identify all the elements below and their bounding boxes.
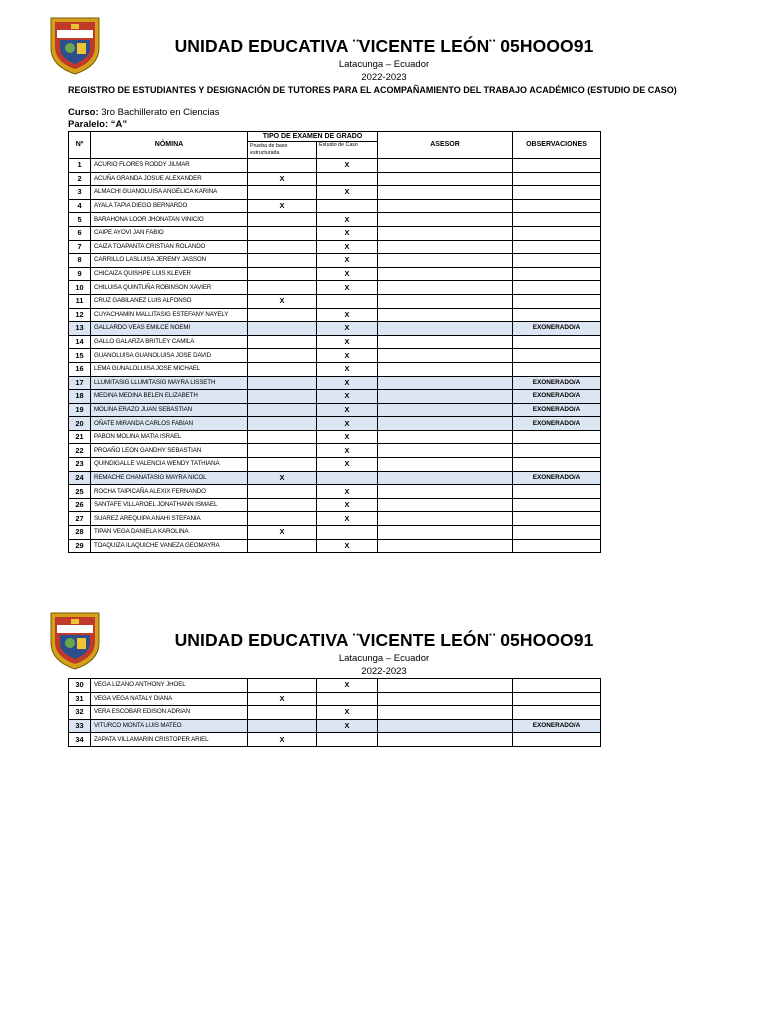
student-name: GUANOLUISA GUANOLUISA JOSE DAVID [91,349,248,363]
case-study-mark: X [317,186,378,200]
table-row [69,430,601,444]
table-row [69,254,601,268]
row-number: 20 [69,417,91,431]
observation-cell [513,430,601,444]
row-number: 26 [69,498,91,512]
student-name: ACURIO FLORES RODDY JILMAR [91,159,248,173]
row-number: 25 [69,485,91,499]
row-number: 2 [69,172,91,186]
table-row [69,692,601,706]
table-row [69,322,601,336]
school-name: UNIDAD EDUCATIVA ¨VICENTE LEÓN¨ 05HOOO91 [174,36,594,56]
structured-test-mark [248,390,317,404]
student-name: REMACHE CHANATASIG MAYRA NICOL [91,471,248,485]
row-number: 28 [69,526,91,540]
row-number: 11 [69,294,91,308]
observation-cell [513,444,601,458]
row-number: 9 [69,267,91,281]
structured-test-mark [248,376,317,390]
observation-cell [513,706,601,720]
row-number: 14 [69,335,91,349]
table-row [69,390,601,404]
case-study-mark [317,471,378,485]
case-study-mark: X [317,226,378,240]
table-row [69,159,601,173]
observation-cell: EXONERADO/A [513,376,601,390]
student-name: CHILUISA QUINTUÑA ROBINSON XAVIER [91,281,248,295]
table-row [69,719,601,733]
case-study-mark: X [317,159,378,173]
table-row [69,444,601,458]
advisor-cell [378,539,513,553]
observation-cell [513,308,601,322]
case-study-mark: X [317,213,378,227]
student-name: PROAÑO LEON GANDHY SEBASTIAN [91,444,248,458]
structured-test-mark [248,498,317,512]
case-study-mark: X [317,539,378,553]
observation-cell [513,281,601,295]
advisor-cell [378,376,513,390]
school-year: 2022-2023 [361,72,407,83]
structured-test-mark [248,430,317,444]
row-number: 10 [69,281,91,295]
student-name: VITURCO MONTA LUIS MATEO [91,719,248,733]
structured-test-mark [248,403,317,417]
observation-cell: EXONERADO/A [513,390,601,404]
advisor-cell [378,706,513,720]
students-table-continued [68,678,601,747]
student-name: QUINDIGALLE VALENCIA WENDY TATHIANA [91,458,248,472]
row-number: 17 [69,376,91,390]
case-study-mark: X [317,308,378,322]
student-name: GALLO GALARZA BRITLEY CAMILA [91,335,248,349]
parallel-line [68,119,127,130]
advisor-cell [378,498,513,512]
structured-test-mark [248,349,317,363]
student-name: LEMA GUNALOLUISA JOSE MICHAEL [91,362,248,376]
student-name: ROCHA TAIPICAÑA ALEXIX FERNANDO [91,485,248,499]
school-year: 2022-2023 [361,666,407,677]
advisor-cell [378,733,513,747]
observation-cell [513,679,601,693]
structured-test-mark [248,322,317,336]
student-name: GALLARDO VEAS EMILCE NOEMI [91,322,248,336]
row-number: 6 [69,226,91,240]
table-row [69,417,601,431]
advisor-cell [378,692,513,706]
student-name: TOAQUIZA ILAQUICHE VANEZA GEOMAYRA [91,539,248,553]
structured-test-mark [248,719,317,733]
structured-test-mark [248,267,317,281]
student-name: PABON MOLINA MATIA ISRAEL [91,430,248,444]
student-name: SANTAFE VILLAROEL JONATHANN ISMAEL [91,498,248,512]
table-row [69,733,601,747]
case-study-mark [317,172,378,186]
case-study-mark: X [317,679,378,693]
observation-cell: EXONERADO/A [513,471,601,485]
student-name: ALMACHI GUANOLUISA ANGÉLICA KARINA [91,186,248,200]
structured-test-mark [248,213,317,227]
case-study-mark [317,199,378,213]
student-name: MEDINA MEDINA BELEN ELIZABETH [91,390,248,404]
table-row [69,186,601,200]
structured-test-mark [248,226,317,240]
col-obs-header: OBSERVACIONES [513,132,601,159]
table-row [69,240,601,254]
student-name: ACUÑA GRANDA JOSUE ALEXANDER [91,172,248,186]
col-name-header: NÓMINA [91,132,248,159]
structured-test-mark [248,159,317,173]
case-study-mark: X [317,512,378,526]
advisor-cell [378,226,513,240]
structured-test-mark [248,240,317,254]
case-study-mark: X [317,719,378,733]
course-label: Curso: [68,107,99,118]
advisor-cell [378,294,513,308]
observation-cell [513,539,601,553]
case-study-mark: X [317,706,378,720]
advisor-cell [378,362,513,376]
case-study-mark: X [317,349,378,363]
structured-test-mark [248,308,317,322]
case-study-mark [317,526,378,540]
school-name: UNIDAD EDUCATIVA ¨VICENTE LEÓN¨ 05HOOO91 [174,630,594,650]
advisor-cell [378,281,513,295]
case-study-mark [317,692,378,706]
col-type-a-header: Prueba de base estructurada [248,142,317,159]
advisor-cell [378,390,513,404]
observation-cell [513,526,601,540]
observation-cell [513,294,601,308]
student-name: ZAPATA VILLAMARIN CRISTOPER ARIEL [91,733,248,747]
case-study-mark: X [317,335,378,349]
row-number: 3 [69,186,91,200]
observation-cell: EXONERADO/A [513,719,601,733]
course-value: 3ro Bachillerato en Ciencias [98,107,220,118]
table-row [69,526,601,540]
case-study-mark: X [317,417,378,431]
observation-cell [513,186,601,200]
structured-test-mark: X [248,733,317,747]
student-name: AYALA TAPIA DIEGO BERNARDO [91,199,248,213]
row-number: 4 [69,199,91,213]
parallel-label: Paralelo: [68,119,109,130]
structured-test-mark [248,485,317,499]
parallel-value: “A” [108,119,128,130]
case-study-mark: X [317,430,378,444]
school-location: Latacunga – Ecuador [338,59,430,70]
advisor-cell [378,471,513,485]
observation-cell [513,159,601,173]
row-number: 15 [69,349,91,363]
row-number: 32 [69,706,91,720]
row-number: 31 [69,692,91,706]
observation-cell [513,254,601,268]
table-row [69,349,601,363]
col-type-b-header: Estudio de Caso [317,142,378,159]
student-name: CHICAIZA QUISHPE LUIS KLEVER [91,267,248,281]
advisor-cell [378,526,513,540]
row-number: 16 [69,362,91,376]
students-table [68,131,601,553]
observation-cell: EXONERADO/A [513,417,601,431]
observation-cell [513,172,601,186]
student-name: CRUZ GABILANEZ LUIS ALFONSO [91,294,248,308]
advisor-cell [378,444,513,458]
advisor-cell [378,430,513,444]
case-study-mark [317,733,378,747]
row-number: 18 [69,390,91,404]
row-number: 34 [69,733,91,747]
case-study-mark: X [317,498,378,512]
advisor-cell [378,267,513,281]
student-name: VERA ESCOBAR EDISON ADRIAN [91,706,248,720]
advisor-cell [378,322,513,336]
advisor-cell [378,719,513,733]
table-row [69,498,601,512]
student-name: BARAHONA LOOR JHONATAN VINICIO [91,213,248,227]
student-name: CARRILLO LASLUISA JEREMY JASSON [91,254,248,268]
table-row [69,679,601,693]
table-row [69,226,601,240]
row-number: 23 [69,458,91,472]
case-study-mark: X [317,458,378,472]
table-row [69,512,601,526]
advisor-cell [378,308,513,322]
table-row [69,458,601,472]
advisor-cell [378,512,513,526]
case-study-mark: X [317,403,378,417]
row-number: 21 [69,430,91,444]
observation-cell: EXONERADO/A [513,322,601,336]
table-row [69,362,601,376]
row-number: 7 [69,240,91,254]
structured-test-mark [248,362,317,376]
case-study-mark: X [317,390,378,404]
observation-cell [513,458,601,472]
col-num-header: Nº [69,132,91,159]
case-study-mark: X [317,240,378,254]
advisor-cell [378,335,513,349]
structured-test-mark [248,539,317,553]
student-name: CUYACHAMIN MALLITASIG ESTEFANY NAYELY [91,308,248,322]
structured-test-mark [248,281,317,295]
row-number: 19 [69,403,91,417]
col-type-header: TIPO DE EXAMEN DE GRADO [248,132,378,142]
table-row [69,308,601,322]
row-number: 27 [69,512,91,526]
course-line [68,107,220,118]
row-number: 30 [69,679,91,693]
students-table-body-continued [69,679,601,747]
case-study-mark: X [317,362,378,376]
student-name: CAIPE AYOVI JAN FABIO [91,226,248,240]
structured-test-mark [248,458,317,472]
student-name: VEGA VEGA NATALY DIANA [91,692,248,706]
structured-test-mark: X [248,526,317,540]
advisor-cell [378,485,513,499]
case-study-mark: X [317,485,378,499]
structured-test-mark [248,186,317,200]
observation-cell [513,335,601,349]
row-number: 5 [69,213,91,227]
student-name: LLUMITASIG LLUMITASIG MAYRA LISSETH [91,376,248,390]
advisor-cell [378,254,513,268]
structured-test-mark [248,679,317,693]
observation-cell [513,512,601,526]
structured-test-mark [248,335,317,349]
table-row [69,213,601,227]
row-number: 24 [69,471,91,485]
structured-test-mark: X [248,692,317,706]
table-row [69,471,601,485]
advisor-cell [378,349,513,363]
row-number: 8 [69,254,91,268]
observation-cell [513,199,601,213]
structured-test-mark: X [248,471,317,485]
school-location: Latacunga – Ecuador [338,653,430,664]
case-study-mark: X [317,281,378,295]
table-row [69,281,601,295]
table-row [69,172,601,186]
advisor-cell [378,240,513,254]
row-number: 12 [69,308,91,322]
case-study-mark: X [317,444,378,458]
row-number: 33 [69,719,91,733]
advisor-cell [378,417,513,431]
advisor-cell [378,159,513,173]
structured-test-mark [248,706,317,720]
observation-cell [513,349,601,363]
table-row [69,267,601,281]
structured-test-mark: X [248,294,317,308]
advisor-cell [378,199,513,213]
observation-cell [513,240,601,254]
student-name: CAIZA TOAPANTA CRISTIAN ROLANDO [91,240,248,254]
observation-cell [513,692,601,706]
case-study-mark [317,294,378,308]
students-table-body [69,159,601,553]
student-name: MOLINA ERAZO JUAN SEBASTIAN [91,403,248,417]
advisor-cell [378,403,513,417]
structured-test-mark: X [248,172,317,186]
row-number: 1 [69,159,91,173]
student-name: SUAREZ AREQUIPA ANAHI STEFANIA [91,512,248,526]
student-name: TIPAN VEGA DANIELA KAROLINA [91,526,248,540]
observation-cell [513,733,601,747]
table-row [69,294,601,308]
observation-cell: EXONERADO/A [513,403,601,417]
table-row [69,403,601,417]
table-row [69,706,601,720]
student-name: VEGA LIZANO ANTHONY JHOEL [91,679,248,693]
structured-test-mark [248,512,317,526]
row-number: 29 [69,539,91,553]
col-advisor-header: ASESOR [378,132,513,159]
register-title: REGISTRO DE ESTUDIANTES Y DESIGNACIÓN DE TUTORES PARA EL ACOMPAÑAMIENTO DEL TRABAJO ACADÉMICO (ESTUDIO DE CASO) [68,85,677,95]
observation-cell [513,267,601,281]
case-study-mark: X [317,267,378,281]
student-name: OÑATE MIRANDA CARLOS FABIAN [91,417,248,431]
case-study-mark: X [317,254,378,268]
row-number: 13 [69,322,91,336]
advisor-cell [378,213,513,227]
structured-test-mark [248,444,317,458]
table-row [69,335,601,349]
observation-cell [513,485,601,499]
table-row [69,376,601,390]
advisor-cell [378,679,513,693]
advisor-cell [378,172,513,186]
case-study-mark: X [317,376,378,390]
row-number: 22 [69,444,91,458]
advisor-cell [378,458,513,472]
table-row [69,199,601,213]
case-study-mark: X [317,322,378,336]
structured-test-mark: X [248,199,317,213]
table-row [69,485,601,499]
advisor-cell [378,186,513,200]
table-row [69,539,601,553]
observation-cell [513,362,601,376]
structured-test-mark [248,254,317,268]
structured-test-mark [248,417,317,431]
observation-cell [513,226,601,240]
observation-cell [513,213,601,227]
observation-cell [513,498,601,512]
